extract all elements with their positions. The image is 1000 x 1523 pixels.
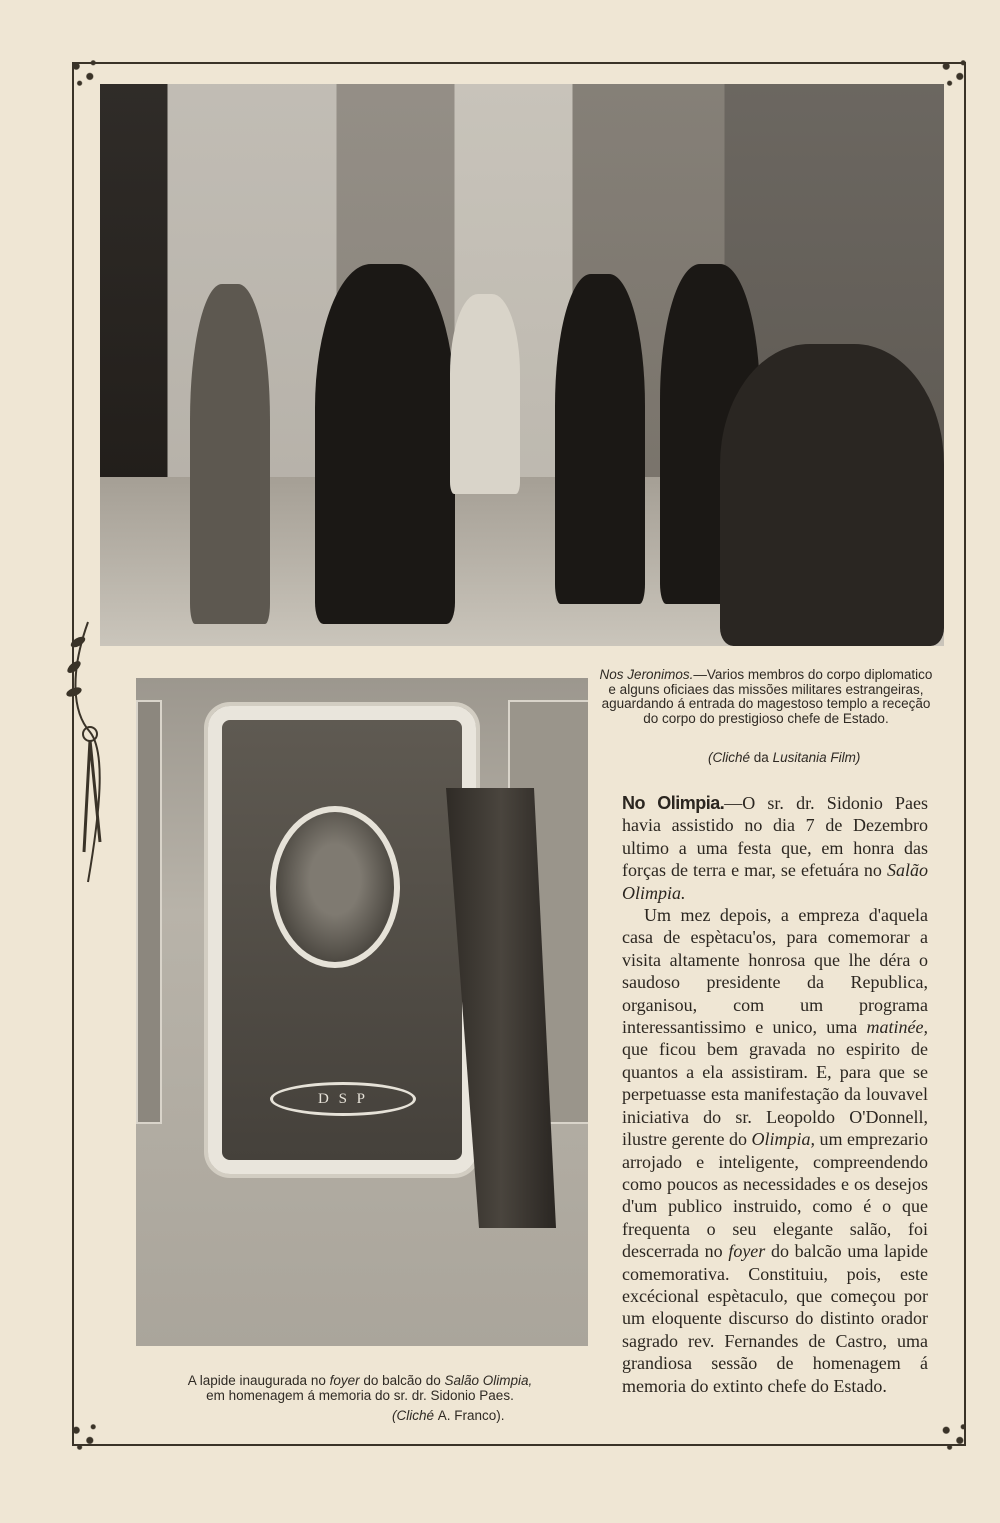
article-paragraph — [622, 792, 928, 904]
ornament-corner-top-left — [66, 56, 100, 90]
credit-jeronimos — [708, 750, 860, 765]
laurel-ornament-icon — [60, 612, 116, 892]
photo-figure — [555, 274, 645, 604]
credit-name: Lusitania Film) — [772, 750, 861, 765]
photo-figure-group — [720, 344, 944, 646]
caption-text: —Varios membros do corpo diplomatico e alguns oficiaes das missões militares estrangeiras, aguardando á entrada do magestoso templo a receção do corpo do prestigioso chefe de Estado. — [601, 667, 933, 726]
caption-lead: Nos Jeronimos. — [599, 667, 694, 682]
ornament-corner-bottom-left — [66, 1420, 100, 1454]
portrait-medallion — [270, 806, 400, 968]
article-text: um emprezario arrojado e inteligente, compreendendo como poucos as necessidades e os desejos d'um publico instruido, como é o que frequenta o seu elegante salão, foi descerrada no — [622, 1129, 928, 1262]
article-text: que ficou bem gravada no espirito de quantos a ela assistiram. E, para que se perpetuasse esta manifestação da louvavel iniciativa do sr. Leopoldo O'Donnell, ilustre gerente do — [622, 1039, 928, 1150]
credit-prefix: (Cliché — [392, 1408, 435, 1423]
photo-lapide-olimpia — [136, 678, 588, 1346]
caption-venue: Salão Olimpia, — [444, 1373, 533, 1388]
credit-name: A. Franco). — [437, 1408, 505, 1423]
article-venue: Salão Olimpia. — [622, 860, 928, 903]
article-no-olimpia — [622, 792, 928, 1397]
photo-figure — [190, 284, 270, 624]
photo-figure — [315, 264, 455, 624]
article-foyer: foyer — [728, 1241, 766, 1262]
article-text: Um mez depois, a empreza d'aquela casa de espètacu'os, para comemorar a visita altamente honrosa que lhe déra o saudoso presidente da Republica, organisou, com um programa interessantissimo e unico, uma — [622, 905, 928, 1038]
plaque-initials: D S P — [270, 1082, 416, 1116]
article-matinee: matinée, — [866, 1017, 928, 1038]
article-headline: No Olimpia. — [622, 793, 725, 813]
caption-foyer: foyer — [329, 1373, 360, 1388]
photo-jeronimos-diplomats — [100, 84, 944, 646]
caption-text: em homenagem á memoria do sr. dr. Sidonio Paes. — [206, 1387, 514, 1403]
caption-text: A lapide inaugurada no — [187, 1373, 326, 1388]
article-olimpia: Olimpia, — [751, 1129, 816, 1150]
ornament-corner-bottom-right — [936, 1420, 970, 1454]
caption-lapide — [130, 1374, 590, 1403]
credit-prefix: (Cliché — [708, 750, 751, 765]
article-text: do balcão uma lapide comemorativa. Constituiu, pois, este excécional espètaculo, que começou por um eloquente discurso do distinto orador sagrado rev. Fernandes de Castro, uma grandiosa sessão de homenagem á memoria do extinto chefe do Estado. — [622, 1241, 928, 1396]
article-paragraph — [622, 904, 928, 1397]
credit-mid: da — [753, 750, 769, 765]
memorial-plaque — [208, 706, 476, 1174]
caption-text: do balcão do — [363, 1373, 441, 1388]
photo-figure — [450, 294, 520, 494]
photo-wall-frame — [136, 700, 162, 1124]
credit-lapide — [392, 1408, 505, 1423]
caption-jeronimos — [596, 668, 936, 726]
article-text: —O sr. dr. Sidonio Paes havia assistido no dia 7 de Dezembro ultimo a uma festa que, em honra das forças de terra e mar, se efetuára no — [622, 793, 929, 881]
